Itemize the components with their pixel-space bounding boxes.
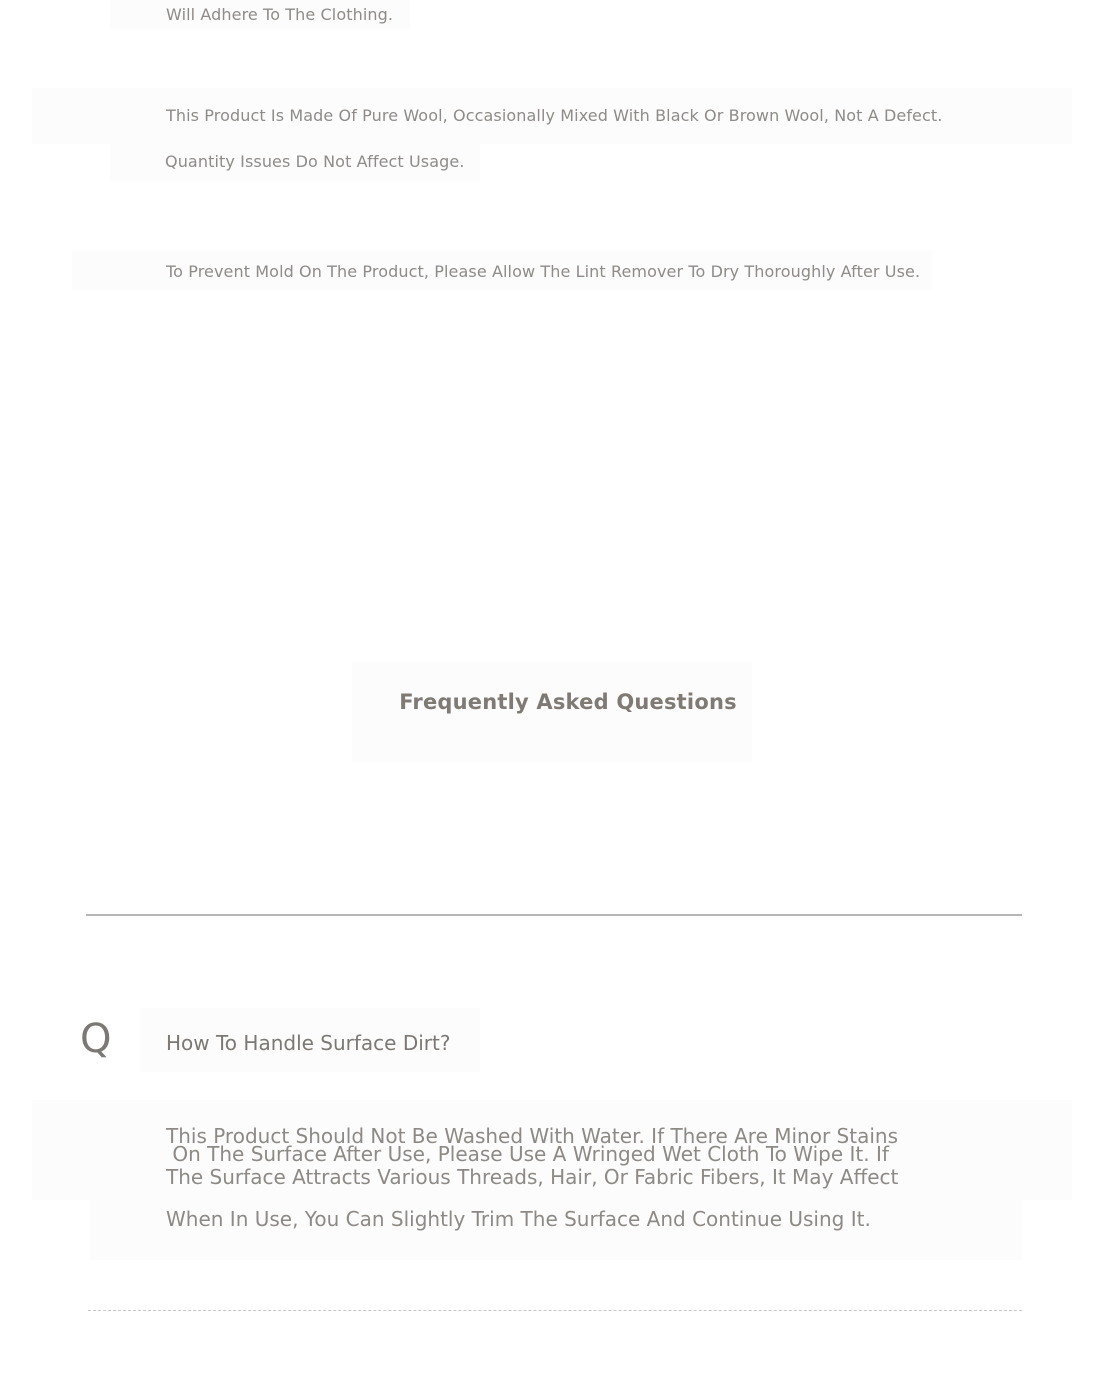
question-marker: Q: [80, 1016, 112, 1062]
section-divider: [86, 914, 1022, 916]
faq-answer-line: When In Use, You Can Slightly Trim The Surface And Continue Using It.: [166, 1207, 871, 1231]
faq-question: How To Handle Surface Dirt?: [166, 1031, 451, 1055]
faq-heading: Frequently Asked Questions: [399, 690, 737, 714]
faq-answer-line: The Surface Attracts Various Threads, Hair, Or Fabric Fibers, It May Affect: [166, 1165, 899, 1189]
faq-answer-line: On The Surface After Use, Please Use A Wringed Wet Cloth To Wipe It. If: [166, 1142, 889, 1166]
care-note-line: Will Adhere To The Clothing.: [166, 5, 394, 24]
faq-answer-line: This Product Should Not Be Washed With Water. If There Are Minor Stains: [166, 1124, 898, 1148]
care-note-line: Quantity Issues Do Not Affect Usage.: [165, 152, 465, 171]
care-note-line: This Product Is Made Of Pure Wool, Occasionally Mixed With Black Or Brown Wool, Not A Defect.: [166, 106, 943, 125]
care-note-line: To Prevent Mold On The Product, Please Allow The Lint Remover To Dry Thoroughly After Use.: [166, 262, 921, 281]
faq-item-divider: [88, 1310, 1022, 1311]
